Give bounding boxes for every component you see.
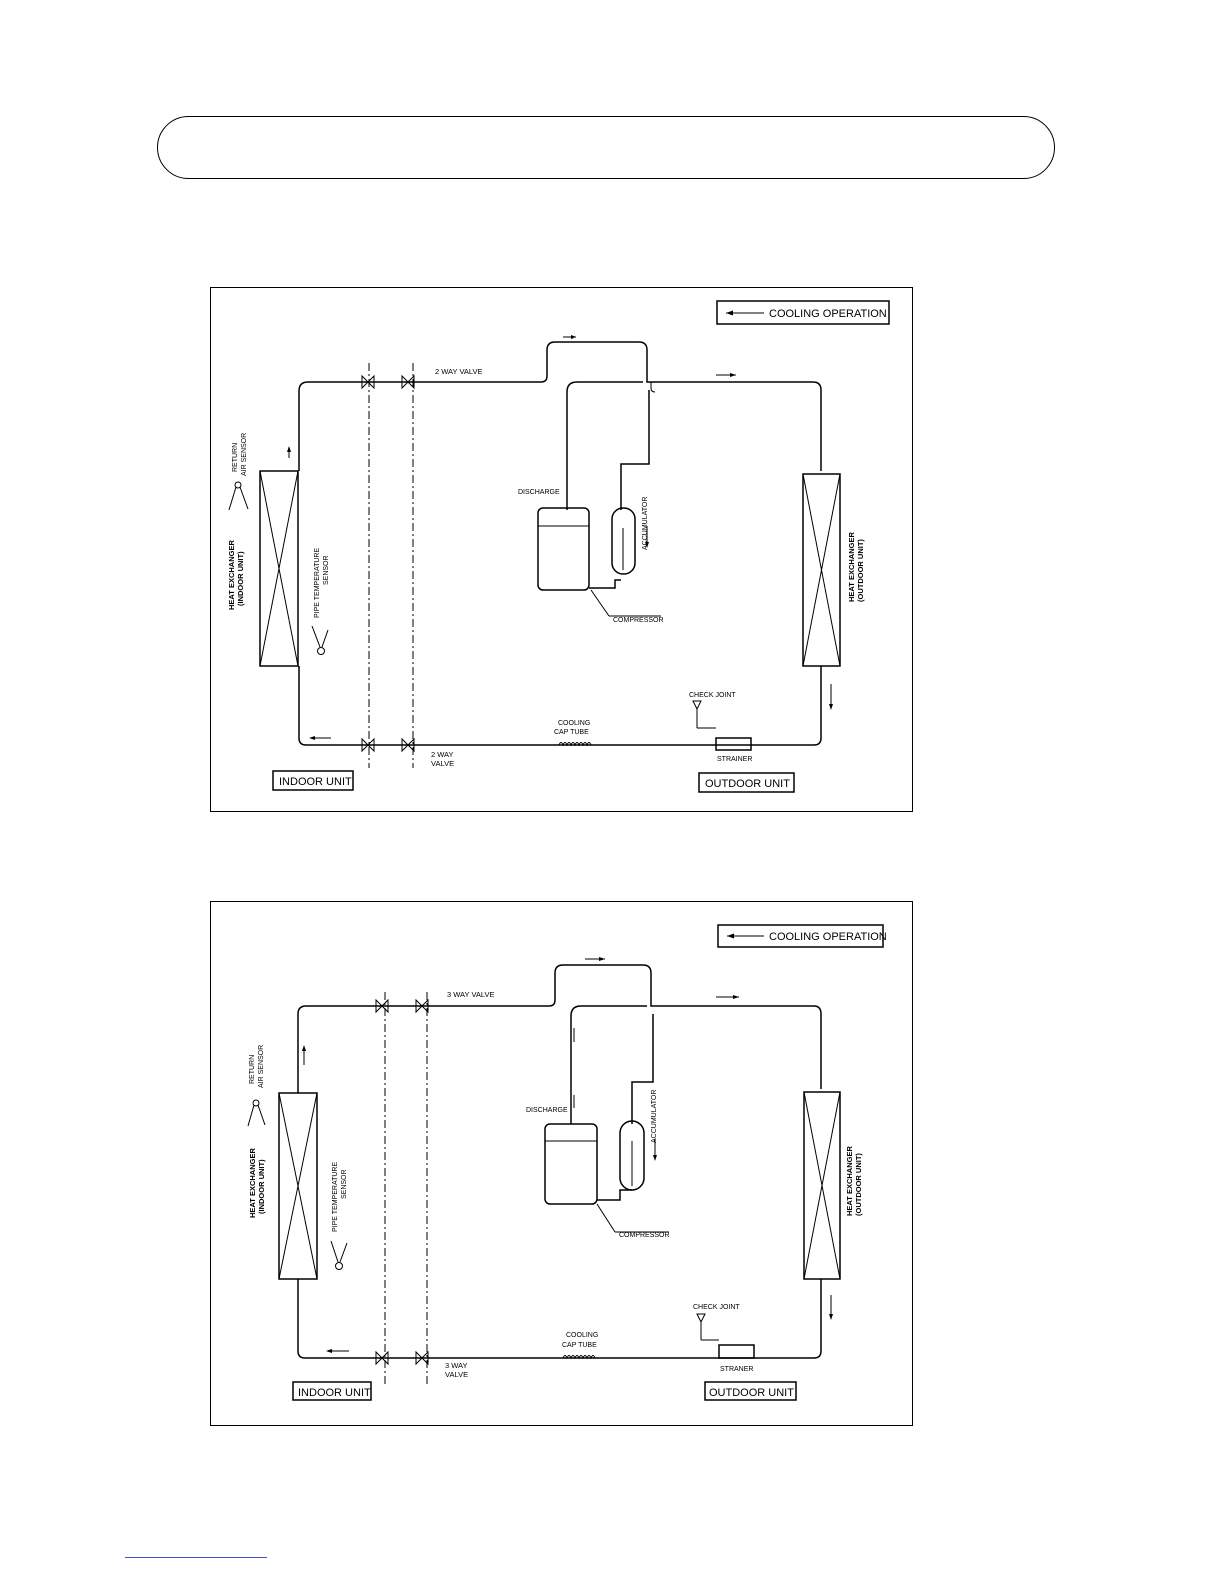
valve-bottom-label: 2 WAY: [431, 750, 454, 759]
legend-label: COOLING OPERATION: [769, 308, 887, 320]
cap-tube-label-2: CAP TUBE: [554, 729, 589, 736]
refrigerant-cycle-diagram-bottom: [210, 901, 913, 1426]
outdoor-heat-exchanger: [803, 474, 840, 666]
check-joint-label: CHECK JOINT: [689, 692, 736, 699]
valve-top-label: 3 WAY VALVE: [447, 990, 495, 999]
cap-tube-label: COOLING: [566, 1332, 599, 1339]
strainer-icon: [716, 738, 751, 750]
top-refrigerant-pipe: [299, 342, 821, 471]
suction-line: [621, 390, 649, 510]
pipe-sensor-label-2: SENSOR: [341, 1169, 348, 1199]
return-air-sensor-icon: [248, 1100, 265, 1126]
legend-arrow-icon: [726, 311, 733, 316]
outdoor-heat-exchanger: [804, 1092, 840, 1279]
pipe-temperature-sensor-icon: [312, 626, 328, 655]
service-valve-icon: [376, 1000, 428, 1364]
page-title-banner: [157, 116, 1055, 179]
compressor-icon: [538, 508, 589, 590]
refrigerant-cycle-drawing: [211, 288, 914, 813]
legend-label: COOLING OPERATION: [769, 931, 887, 943]
compressor-accumulator-link: [597, 1190, 632, 1200]
flow-arrow-icon: [302, 957, 833, 1353]
compressor-accumulator-link: [589, 580, 621, 588]
cap-tube-label: COOLING: [558, 720, 591, 727]
indoor-heat-exchanger: [279, 1093, 317, 1279]
discharge-label: DISCHARGE: [518, 489, 560, 496]
compressor-leader: [591, 590, 609, 616]
accumulator-icon: [620, 1121, 644, 1190]
return-sensor-label-2: AIR SENSOR: [258, 1044, 265, 1088]
suction-line: [632, 1014, 653, 1124]
return-air-sensor-icon: [229, 482, 248, 510]
valve-top-label: 2 WAY VALVE: [435, 367, 483, 376]
return-sensor-label: RETURN: [232, 442, 239, 472]
discharge-line: [571, 1006, 647, 1124]
valve-bottom-label-2: VALVE: [431, 759, 455, 768]
accumulator-label: ACCUMULATOR: [651, 1089, 658, 1143]
indoor-hx-label: HEAT EXCHANGER: [227, 540, 236, 610]
outdoor-unit-label: OUTDOOR UNIT: [705, 778, 790, 790]
check-joint-icon: [697, 1314, 719, 1340]
return-sensor-label: RETURN: [249, 1054, 256, 1084]
compressor-label: COMPRESSOR: [613, 617, 664, 624]
compressor-label: COMPRESSOR: [619, 1232, 670, 1239]
discharge-line: [567, 382, 643, 510]
outdoor-unit-label: OUTDOOR UNIT: [709, 1387, 794, 1399]
indoor-heat-exchanger: [260, 471, 298, 666]
cap-tube-label-2: CAP TUBE: [562, 1342, 597, 1349]
valve-bottom-label: 3 WAY: [445, 1361, 468, 1370]
pipe-crossover: [651, 382, 655, 392]
indoor-hx-sublabel: (INDOOR UNIT): [236, 551, 245, 606]
check-joint-icon: [693, 701, 716, 728]
check-joint-label: CHECK JOINT: [693, 1304, 740, 1311]
valve-bottom-label-2: VALVE: [445, 1370, 469, 1379]
return-sensor-label-2: AIR SENSOR: [241, 432, 248, 476]
discharge-label: DISCHARGE: [526, 1107, 568, 1114]
accumulator-label: ACCUMULATOR: [642, 496, 649, 550]
outdoor-hx-sublabel: (OUTDOOR UNIT): [854, 1153, 863, 1216]
service-valve-icon: [362, 376, 414, 751]
outdoor-hx-label: HEAT EXCHANGER: [845, 1146, 854, 1216]
outdoor-hx-label: HEAT EXCHANGER: [847, 532, 856, 602]
indoor-unit-label: INDOOR UNIT: [298, 1387, 371, 1399]
pipe-sensor-label-2: SENSOR: [323, 555, 330, 585]
strainer-label: STRAINER: [717, 756, 753, 763]
legend-arrow-icon: [727, 934, 734, 939]
footer-link-underline: [125, 1557, 267, 1558]
pipe-temperature-sensor-icon: [331, 1241, 347, 1270]
pipe-sensor-label: PIPE TEMPERATURE: [314, 547, 321, 618]
compressor-icon: [545, 1124, 597, 1204]
pipe-sensor-label: PIPE TEMPERATURE: [332, 1161, 339, 1232]
outdoor-hx-sublabel: (OUTDOOR UNIT): [856, 539, 865, 602]
indoor-hx-sublabel: (INDOOR UNIT): [257, 1159, 266, 1214]
indoor-hx-label: HEAT EXCHANGER: [248, 1148, 257, 1218]
refrigerant-cycle-diagram-top: [210, 287, 913, 812]
top-refrigerant-pipe: [298, 965, 821, 1093]
refrigerant-cycle-drawing: [211, 902, 914, 1427]
accumulator-icon: [612, 508, 635, 574]
compressor-leader: [597, 1204, 615, 1232]
indoor-unit-label: INDOOR UNIT: [279, 776, 352, 788]
bottom-refrigerant-pipe: [298, 1279, 821, 1358]
strainer-label: STRANER: [720, 1366, 754, 1373]
strainer-icon: [719, 1345, 754, 1358]
